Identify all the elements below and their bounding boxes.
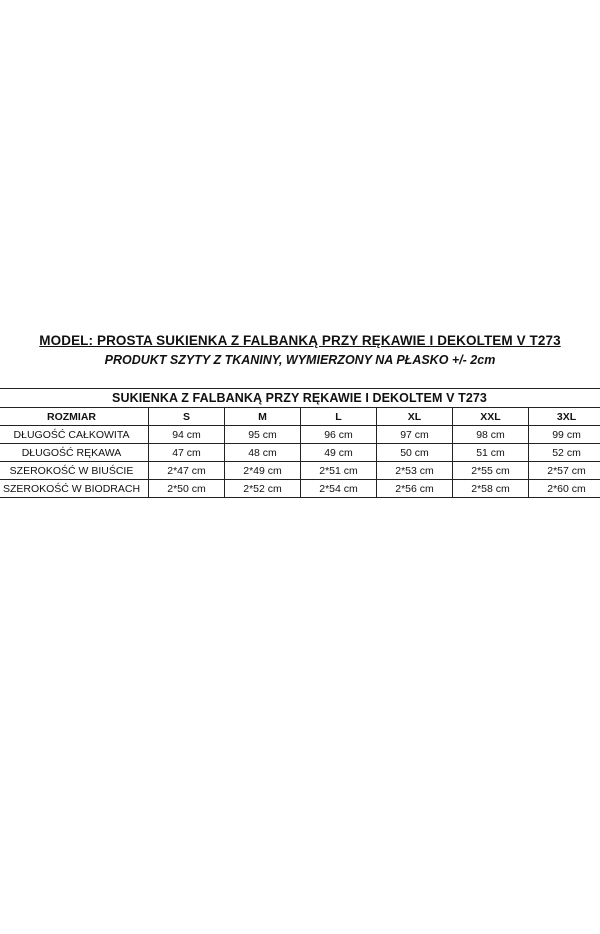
- table-cell: 98 cm: [453, 426, 529, 444]
- table-cell: 48 cm: [225, 444, 301, 462]
- table-cell: 52 cm: [529, 444, 600, 462]
- row-label: DŁUGOŚĆ CAŁKOWITA: [0, 426, 149, 444]
- table-cell: 47 cm: [149, 444, 225, 462]
- row-label: SZEROKOŚĆ W BIODRACH: [0, 480, 149, 498]
- row-label: SZEROKOŚĆ W BIUŚCIE: [0, 462, 149, 480]
- table-cell: 2*52 cm: [225, 480, 301, 498]
- table-cell: 2*57 cm: [529, 462, 600, 480]
- table-cell: 94 cm: [149, 426, 225, 444]
- table-cell: 99 cm: [529, 426, 600, 444]
- table-cell: 96 cm: [301, 426, 377, 444]
- table-row: [0, 426, 600, 444]
- size-header: XXL: [453, 408, 529, 426]
- table-cell: 95 cm: [225, 426, 301, 444]
- table-cell: 2*55 cm: [453, 462, 529, 480]
- table-cell: 49 cm: [301, 444, 377, 462]
- model-title: MODEL: PROSTA SUKIENKA Z FALBANKĄ PRZY RĘKAWIE I DEKOLTEM V T273: [39, 333, 561, 348]
- size-header: 3XL: [529, 408, 600, 426]
- table-cell: 2*58 cm: [453, 480, 529, 498]
- row-label: DŁUGOŚĆ RĘKAWA: [0, 444, 149, 462]
- model-subtitle: PRODUKT SZYTY Z TKANINY, WYMIERZONY NA PŁASKO +/- 2cm: [104, 353, 496, 367]
- table-cell: 51 cm: [453, 444, 529, 462]
- size-table: [0, 388, 600, 498]
- table-cell: 2*60 cm: [529, 480, 600, 498]
- size-header: XL: [377, 408, 453, 426]
- table-title: SUKIENKA Z FALBANKĄ PRZY RĘKAWIE I DEKOLTEM V T273: [0, 389, 600, 408]
- header-label: ROZMIAR: [0, 408, 149, 426]
- table-row: [0, 462, 600, 480]
- table-row: [0, 480, 600, 498]
- table-cell: 50 cm: [377, 444, 453, 462]
- table-cell: 2*47 cm: [149, 462, 225, 480]
- size-header: S: [149, 408, 225, 426]
- table-cell: 2*54 cm: [301, 480, 377, 498]
- table-cell: 97 cm: [377, 426, 453, 444]
- table-header-row: [0, 408, 600, 426]
- table-cell: 2*51 cm: [301, 462, 377, 480]
- table-cell: 2*50 cm: [149, 480, 225, 498]
- table-cell: 2*56 cm: [377, 480, 453, 498]
- size-header: L: [301, 408, 377, 426]
- table-cell: 2*49 cm: [225, 462, 301, 480]
- size-header: M: [225, 408, 301, 426]
- table-cell: 2*53 cm: [377, 462, 453, 480]
- table-row: [0, 444, 600, 462]
